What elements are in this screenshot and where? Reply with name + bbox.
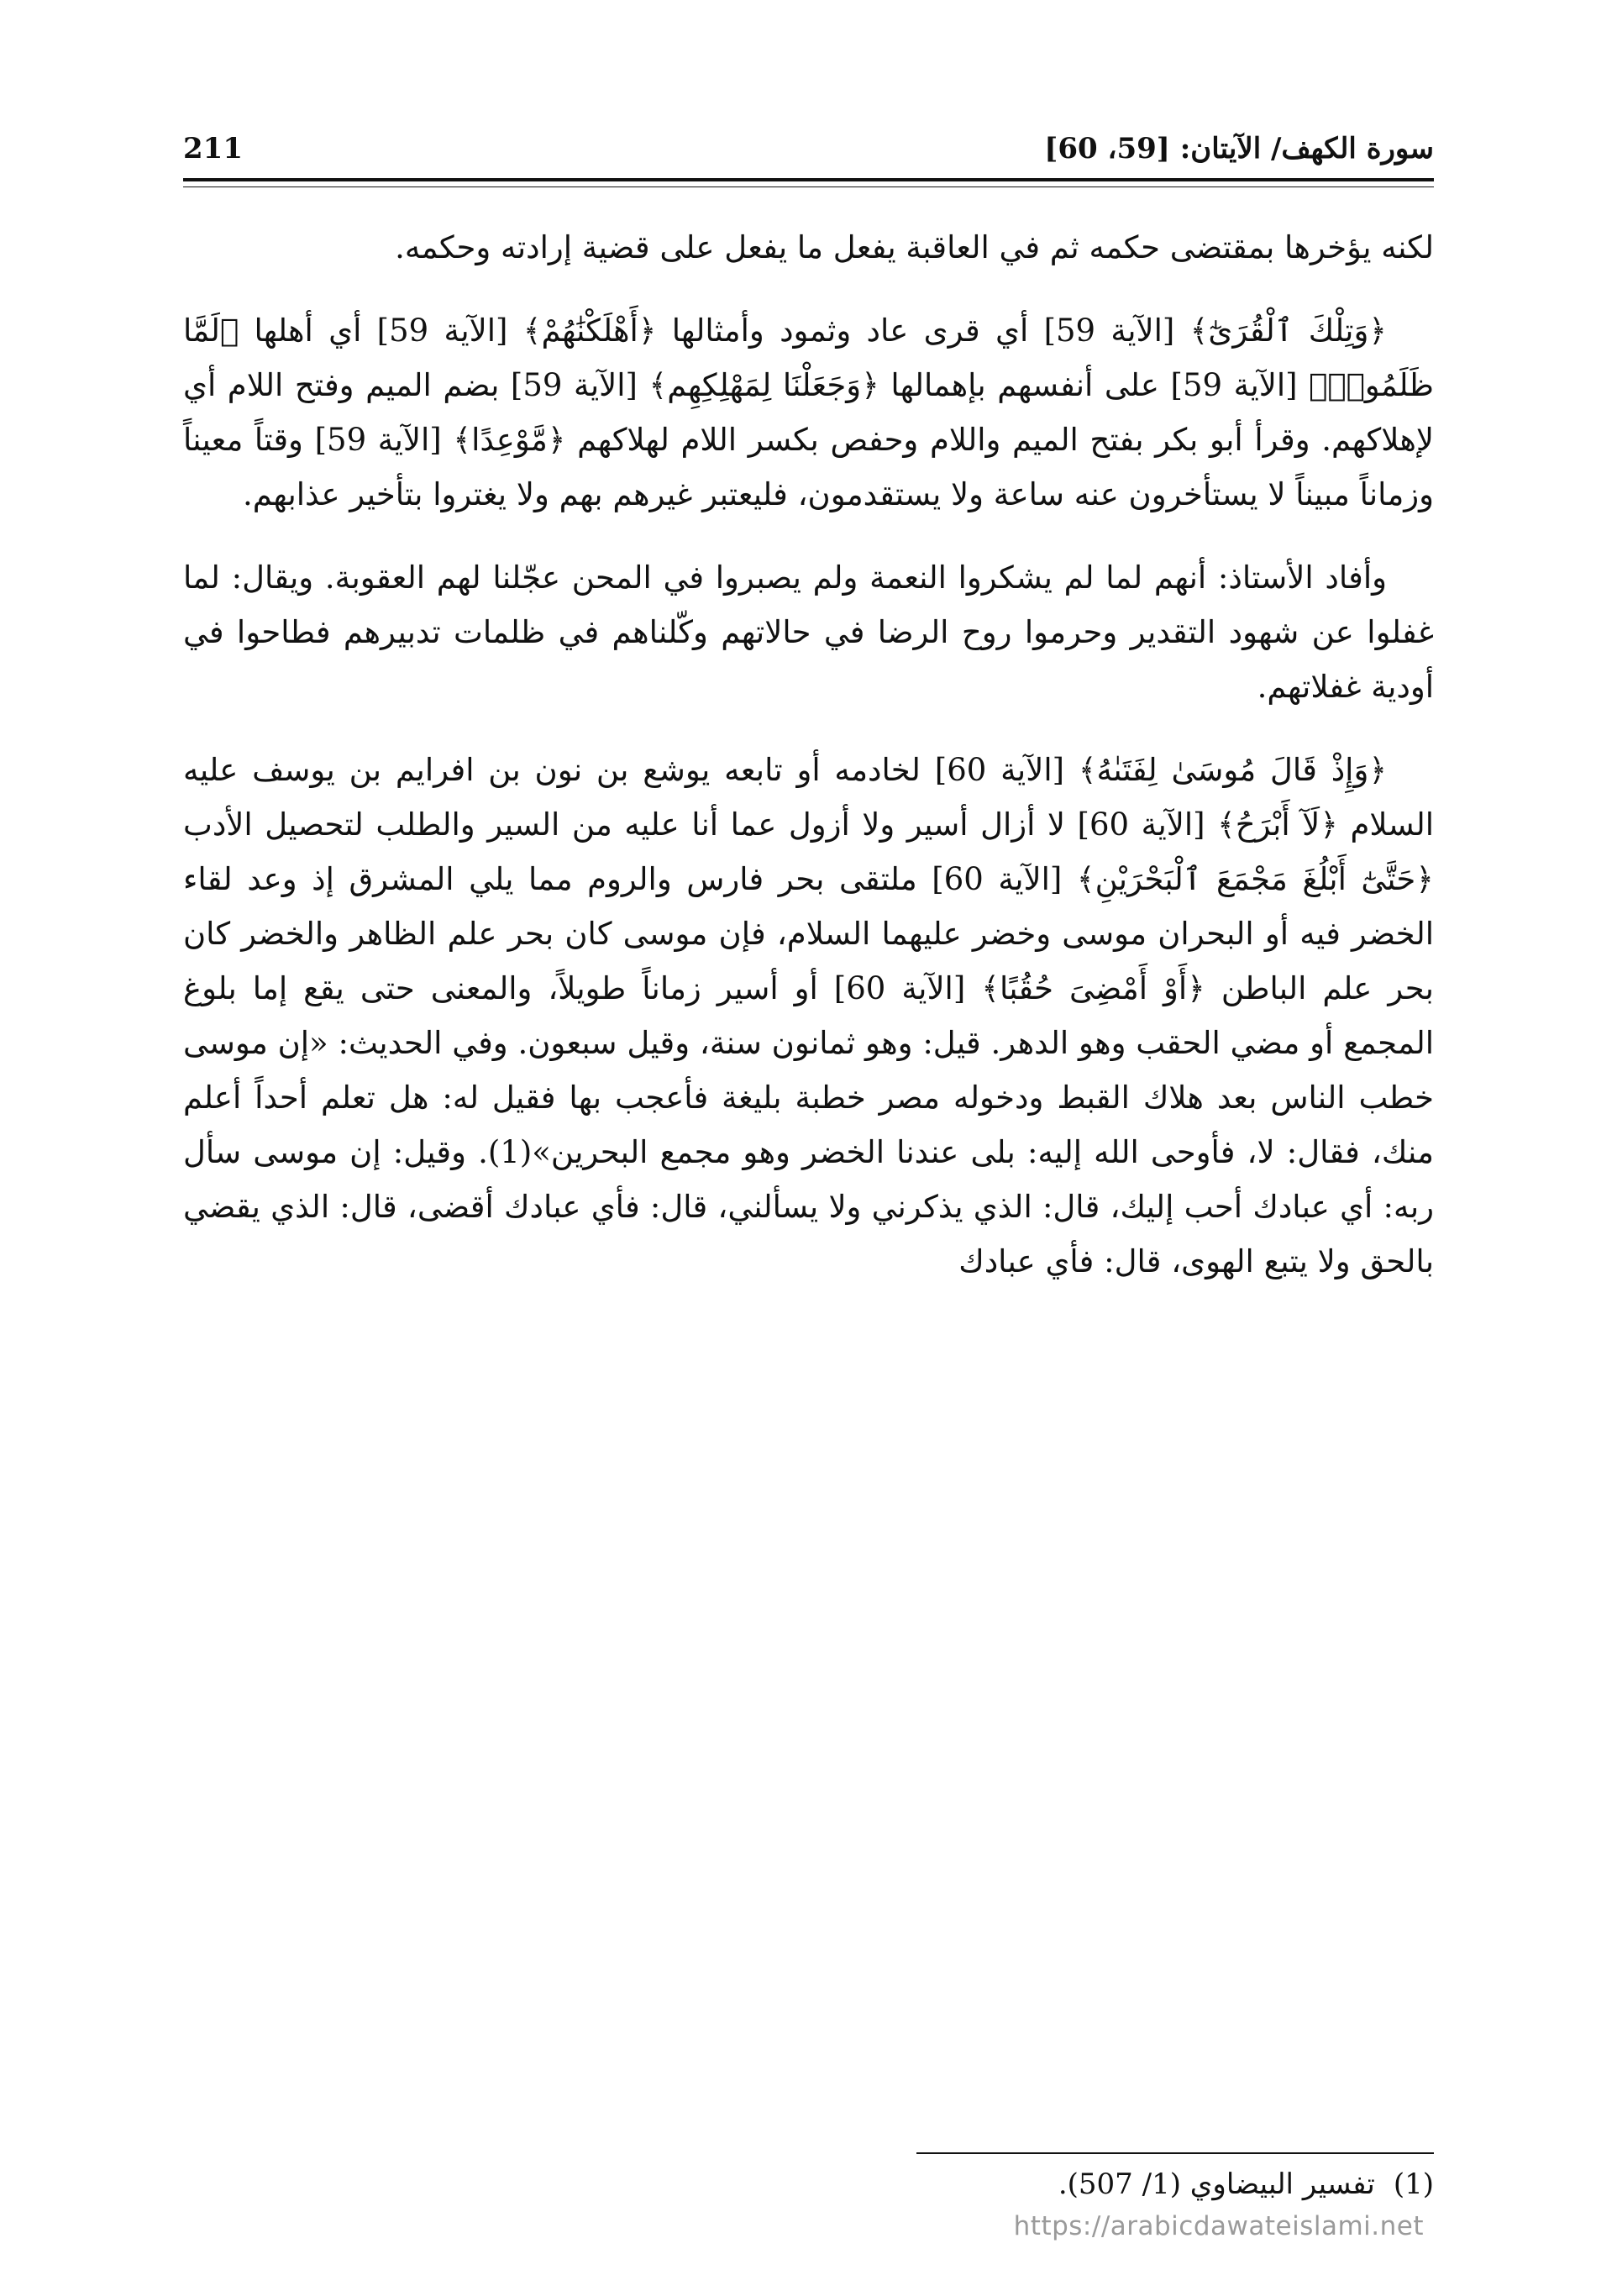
- page-number: 211: [183, 132, 243, 166]
- paragraph-2: ﴿وَتِلْكَ ٱلْقُرَىٰٓ﴾ [الآية 59] أي قرى عاد وثمود وأمثالها ﴿أَهْلَكْنَٰهُمْ﴾ [الآية 59] أي أهلها ﴿لَمَّا ظَلَمُوا۟﴾ [الآية 59] على أنفسهم بإهمالها ﴿وَجَعَلْنَا لِمَهْلِكِهِم﴾ [الآية 59] بضم الميم وفتح اللام أي لإهلاكهم. وقرأ أبو بكر بفتح الميم واللام وحفص بكسر اللام لهلاكهم ﴿مَّوْعِدًا﴾ [الآية 59] وقتاً معيناً وزماناً مبيناً لا يستأخرون عنه ساعة ولا يستقدمون، فليعتبر غيرهم بهم ولا يغتروا بتأخير عذابهم.: [183, 313, 1434, 512]
- paragraph-1: لكنه يؤخرها بمقتضى حكمه ثم في العاقبة يفعل ما يفعل على قضية إرادته وحكمه.: [395, 229, 1434, 265]
- footnote-text: تفسير البيضاوي (1/ 507).: [1058, 2167, 1375, 2201]
- header-rule-thick: [183, 178, 1434, 181]
- footnote: [1058, 2163, 1434, 2205]
- page-header: [183, 123, 1434, 175]
- paragraph-4: ﴿وَإِذْ قَالَ مُوسَىٰ لِفَتَىٰهُ﴾ [الآية 60] لخادمه أو تابعه يوشع بن نون بن افرايم بن يوسف عليه السلام ﴿لَآ أَبْرَحُ﴾ [الآية 60] لا أزال أسير ولا أزول عما أنا عليه من السير والطلب لتحصيل الأدب ﴿حَتَّىٰٓ أَبْلُغَ مَجْمَعَ ٱلْبَحْرَيْنِ﴾ [الآية 60] ملتقى بحر فارس والروم مما يلي المشرق إذ وعد لقاء الخضر فيه أو البحران موسى وخضر عليهما السلام، فإن موسى كان بحر علم الظاهر والخضر كان بحر علم الباطن ﴿أَوْ أَمْضِىَ حُقُبًا﴾ [الآية 60] أو أسير زماناً طويلاً، والمعنى حتى يقع إما بلوغ المجمع أو مضي الحقب وهو الدهر. قيل: وهو ثمانون سنة، وقيل سبعون. وفي الحديث: «إن موسى خطب الناس بعد هلاك القبط ودخوله مصر خطبة بليغة فأعجب بها فقيل له: هل تعلم أحداً أعلم منك، فقال: لا، فأوحى الله إليه: بلى عندنا الخضر وهو مجمع البحرين»(1). وقيل: إن موسى سأل ربه: أي عبادك أحب إليك، قال: الذي يذكرني ولا يسألني، قال: فأي عبادك أقضى، قال: الذي يقضي بالحق ولا يتبع الهوى، قال: فأي عبادك: [183, 752, 1435, 1279]
- body-text: [183, 220, 1434, 1289]
- footnote-rule: [916, 2152, 1434, 2154]
- paragraph-3: وأفاد الأستاذ: أنهم لما لم يشكروا النعمة ولم يصبروا في المحن عجّلنا لهم العقوبة. ويقال: لما غفلوا عن شهود التقدير وحرموا روح الرضا في حالاتهم وكّلناهم في ظلمات تدبيرهم فطاحوا في أودية غفلاتهم.: [183, 560, 1434, 705]
- running-title: سورة الكهف/ الآيتان: [59، 60]: [1044, 132, 1434, 166]
- watermark-url: https://arabicdawateislami.net: [1013, 2211, 1424, 2241]
- footnote-number: (1): [1393, 2167, 1434, 2201]
